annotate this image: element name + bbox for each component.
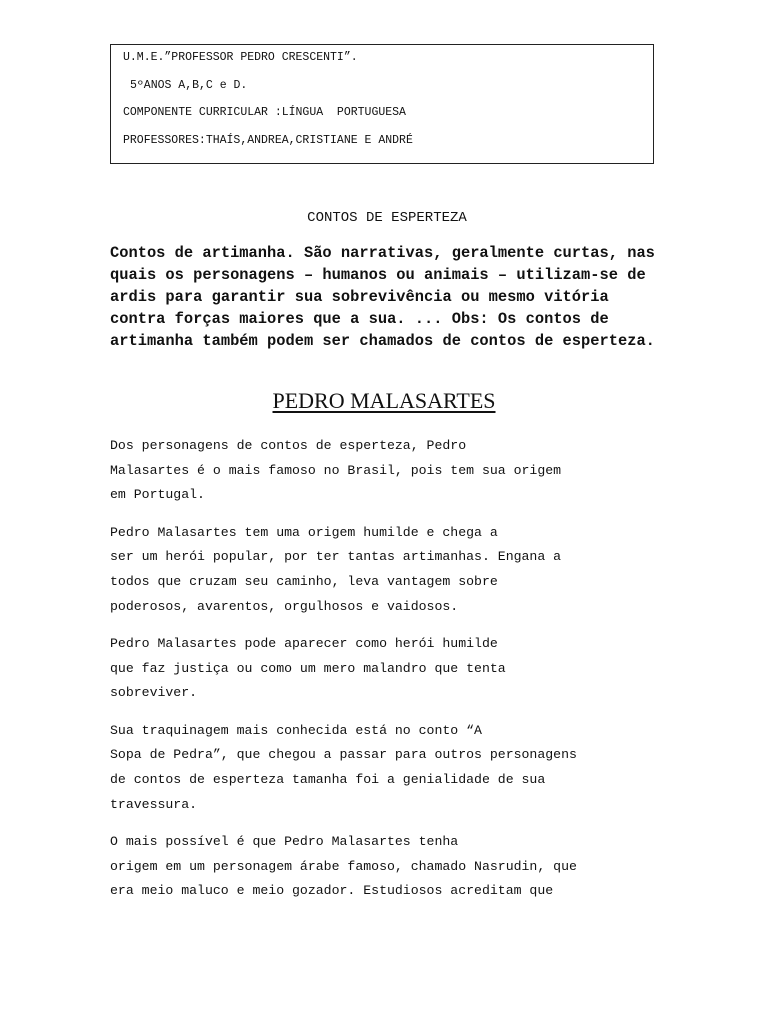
intro-paragraph: Contos de artimanha. São narrativas, geralmente curtas, nas quais os personagens – humanos ou animais – utilizam-se de ardis para garantir sua sobrevivência ou mesmo vitória contra forças maiores que a sua. ... Obs: Os contos de artimanha também podem ser chamados de contos de esperteza. [110, 244, 655, 350]
story-body [110, 434, 670, 916]
body-paragraph: Sua traquinagem mais conhecida está no conto “A Sopa de Pedra”, que chegou a passar para outros personagens de contos de esperteza tamanha foi a genialidade de sua travessura. [110, 722, 577, 812]
body-paragraph: Pedro Malasartes pode aparecer como herói humilde que faz justiça ou como um mero malandro que tenta sobreviver. [110, 635, 506, 701]
teachers-line: PROFESSORES:THAÍS,ANDREA,CRISTIANE E ANDRÉ [123, 134, 413, 147]
body-paragraph: Dos personagens de contos de esperteza, Pedro Malasartes é o mais famoso no Brasil, pois tem sua origem em Portugal. [110, 438, 562, 503]
body-paragraph: Pedro Malasartes tem uma origem humilde e chega a ser um herói popular, por ter tantas artimanhas. Engana a todos que cruzam seu caminho, leva vantagem sobre poderosos, avarentos, orgulhosos e vaidosos. [110, 524, 562, 614]
body-paragraph: O mais possível é que Pedro Malasartes tenha origem em um personagem árabe famoso, chamado Nasrudin, que era meio maluco e meio gozador. Estudiosos acreditam que [110, 833, 577, 899]
school-name: U.M.E.”PROFESSOR PEDRO CRESCENTI”. [123, 51, 358, 64]
school-header-box [110, 44, 654, 164]
section-title: CONTOS DE ESPERTEZA [307, 210, 467, 226]
grades-line: 5ºANOS A,B,C e D. [130, 79, 248, 92]
story-title-text: PEDRO MALASARTES [272, 388, 496, 413]
story-title [0, 388, 768, 414]
subject-line: COMPONENTE CURRICULAR :LÍNGUA PORTUGUESA [123, 106, 406, 119]
